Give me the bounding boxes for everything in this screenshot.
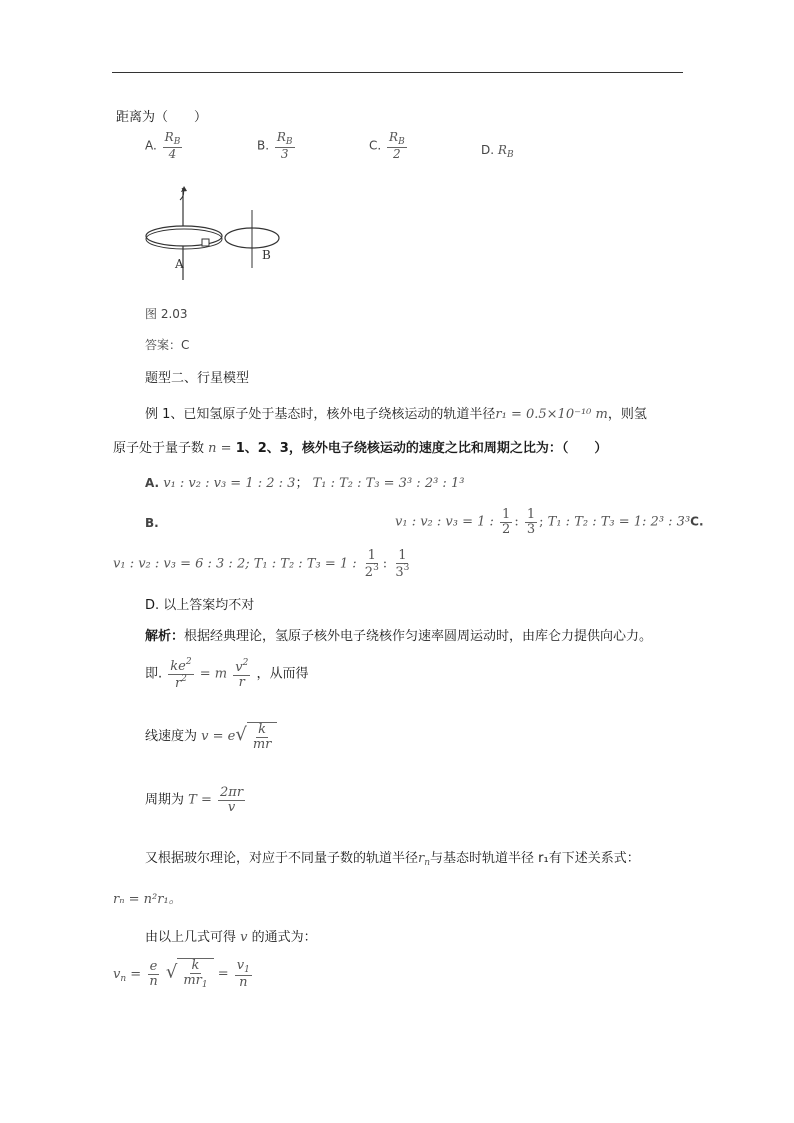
coulomb-equation: 即. $\frac{ke^2}{r^2}$ = m $\frac{v^2}{r}$ ，从而得 (145, 657, 309, 691)
choice-b-expression: v₁ : v₂ : v₃ = 1 : $\frac{1}{2}$ : $\frac{1}{3}$ ; T₁ : T₂ : T₃ = 1: 2³ : 3³C. (395, 507, 704, 537)
option-a: A. $\frac{R_B}{4}$ (145, 130, 181, 162)
general-text: 由以上几式可得 v 的通式为： (145, 930, 317, 945)
rn-relation: rₙ = n²r₁。 (113, 892, 182, 907)
figure-label-b: B (262, 248, 271, 262)
figure-caption: 图 2.03 (145, 307, 188, 321)
velocity-equation: 线速度为 v = e√ $\frac{k}{mr}$ (145, 722, 277, 751)
question-stem-end: 距离为（ ） (116, 110, 208, 125)
option-c: C. $\frac{R_B}{2}$ (369, 130, 405, 162)
option-b: B. $\frac{R_B}{3}$ (257, 130, 293, 162)
choice-d: D. 以上答案均不对 (145, 598, 255, 613)
rotating-discs-figure (140, 186, 290, 286)
choice-b-label: B. (145, 516, 159, 530)
example1-line1: 例 1、已知氢原子处于基态时，核外电子绕核运动的轨道半径r₁ = 0.5×10⁻¹⁰ m，则氢 (145, 407, 647, 422)
header-rule (112, 72, 683, 73)
radius-value: r₁ = 0.5×10⁻¹⁰ m (495, 407, 608, 422)
choice-c-expression: v₁ : v₂ : v₃ = 6 : 3 : 2; T₁ : T₂ : T₃ = 1 : $\frac{1}{2^3}$ : $\frac{1}{3^3}$ (113, 548, 410, 580)
example1-line2: 原子处于量子数 n = 1、2、3，核外电子绕核运动的速度之比和周期之比为：（ ） (113, 441, 608, 456)
general-equation: $v_n$ = $\frac{e}{n}$ √ $\frac{k}{mr_1}$ = $\frac{v_1}{n}$ (113, 957, 250, 990)
period-equation: 周期为 T = $\frac{2\pi r}{v}$ (145, 785, 244, 815)
bohr-text: 又根据玻尔理论，对应于不同量子数的轨道半径$r_n$与基态时轨道半径 r₁有下述关系式： (145, 851, 640, 868)
choice-a: A. v₁ : v₂ : v₃ = 1 : 2 : 3； T₁ : T₂ : T₃ = 3³ : 2³ : 1³ (145, 476, 465, 491)
figure-label-a: A (175, 257, 184, 271)
analysis-line: 解析：根据经典理论，氢原子核外电子绕核作匀速率圆周运动时，由库仑力提供向心力。 (145, 629, 653, 644)
option-d: D. $R_B$ (481, 143, 514, 160)
section-title: 题型二、行星模型 (145, 371, 250, 386)
answer-q1: 答案：C (145, 338, 190, 352)
